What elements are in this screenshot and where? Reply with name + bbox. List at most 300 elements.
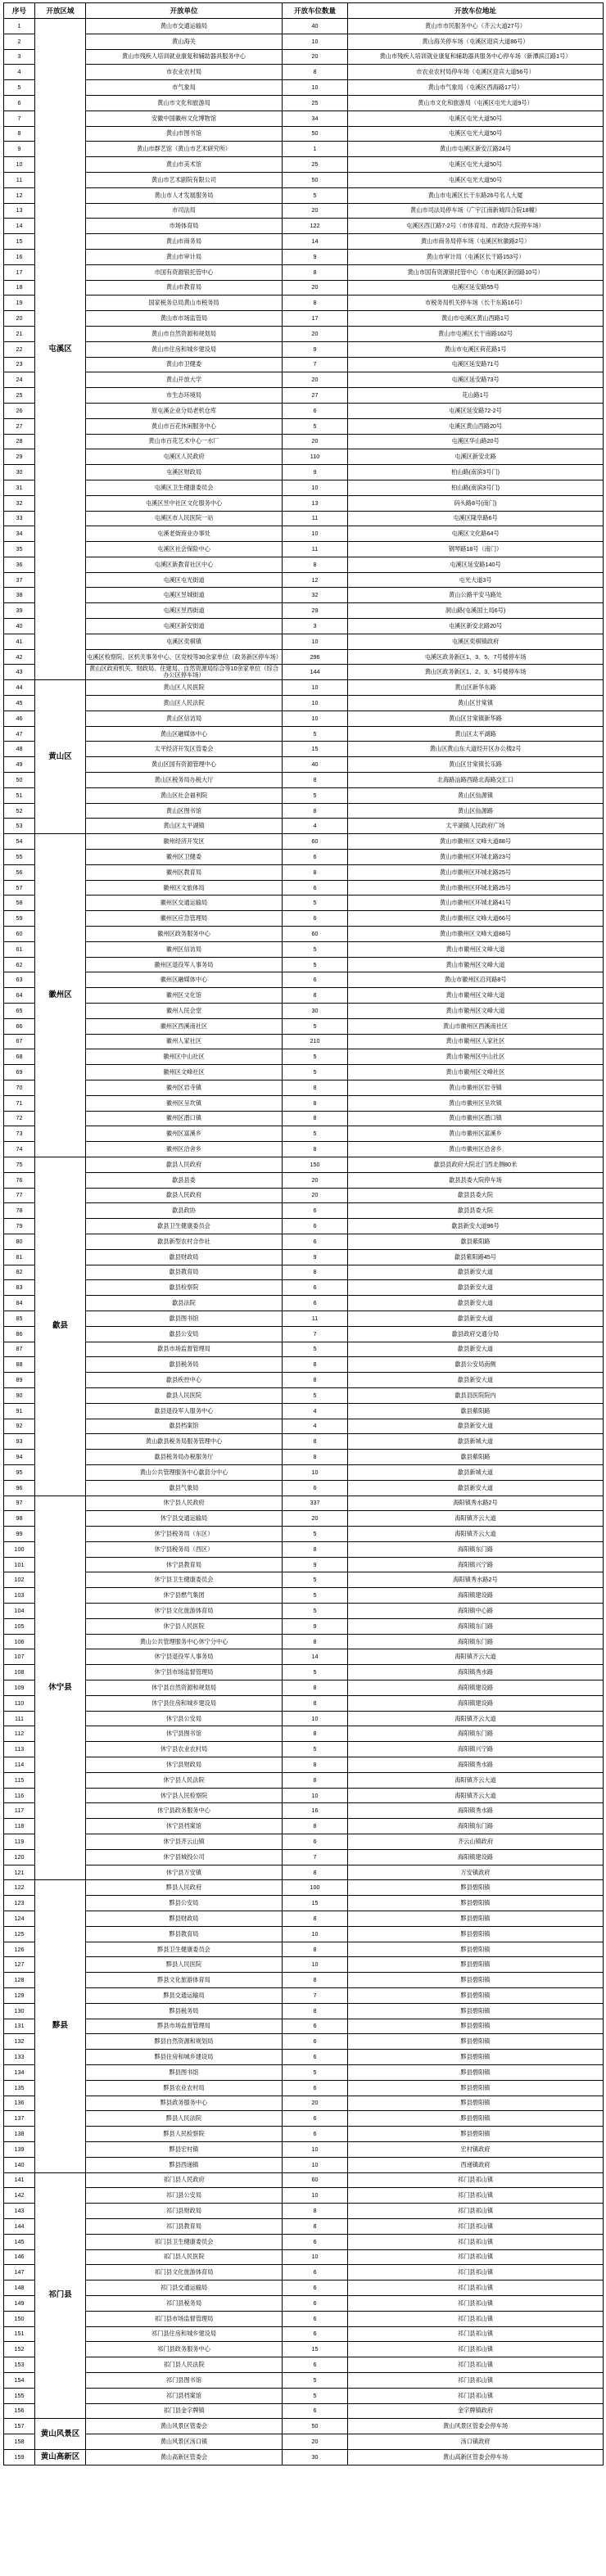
row-unit: 歙县法院 xyxy=(86,1296,283,1311)
table-row xyxy=(4,2096,604,2111)
table-row xyxy=(4,1265,604,1280)
row-address: 黟县碧阳镇 xyxy=(348,1942,604,1957)
row-index: 104 xyxy=(4,1604,35,1619)
row-address: 祁门县祁山镇 xyxy=(348,2326,604,2342)
row-index: 119 xyxy=(4,1834,35,1850)
table-row xyxy=(4,264,604,280)
row-count: 150 xyxy=(283,1157,348,1172)
row-count: 11 xyxy=(283,511,348,526)
row-unit: 歙县县委 xyxy=(86,1172,283,1188)
row-address: 黄山市屯溪区新安江路24号 xyxy=(348,142,604,157)
row-count: 3 xyxy=(283,619,348,634)
row-count: 10 xyxy=(283,2141,348,2157)
row-address: 码头路8号(南门) xyxy=(348,495,604,511)
row-count: 210 xyxy=(283,1034,348,1049)
row-unit: 祁门县公安局 xyxy=(86,2188,283,2204)
table-row xyxy=(4,1357,604,1373)
row-unit: 祁门县图书馆 xyxy=(86,2372,283,2388)
table-row xyxy=(4,1326,604,1342)
row-unit: 休宁县人民法院 xyxy=(86,1772,283,1788)
table-row xyxy=(4,1541,604,1557)
row-count: 10 xyxy=(283,34,348,49)
table-row xyxy=(4,2003,604,2019)
row-unit: 祁门县交通运输局 xyxy=(86,2281,283,2296)
row-count: 6 xyxy=(283,2265,348,2281)
row-count: 8 xyxy=(283,1911,348,1927)
row-unit: 太平经济开发区管委会 xyxy=(86,742,283,757)
row-address: 黄山区甘棠镇长乐路 xyxy=(348,757,604,773)
row-address: 屯溪区屯光大道50号 xyxy=(348,111,604,126)
parking-table xyxy=(3,2,604,2465)
row-unit: 休宁县交通运输局 xyxy=(86,1511,283,1527)
row-count: 5 xyxy=(283,1049,348,1065)
row-count: 60 xyxy=(283,2172,348,2188)
table-row xyxy=(4,1557,604,1572)
table-row xyxy=(4,1249,604,1265)
row-unit: 休宁县齐云山镇 xyxy=(86,1834,283,1850)
row-index: 32 xyxy=(4,495,35,511)
table-row xyxy=(4,1172,604,1188)
table-row xyxy=(4,1865,604,1880)
row-unit: 休宁县文化旅游体育局 xyxy=(86,1604,283,1619)
row-address: 钢琴路18号（南门） xyxy=(348,542,604,557)
row-address: 齐云山镇政府 xyxy=(348,1834,604,1850)
row-count: 8 xyxy=(283,295,348,311)
row-index: 86 xyxy=(4,1326,35,1342)
row-count: 6 xyxy=(283,2034,348,2050)
row-unit: 休宁县公安局 xyxy=(86,1711,283,1726)
region-cell: 祁门县 xyxy=(35,2172,86,2419)
table-row xyxy=(4,2080,604,2096)
row-index: 53 xyxy=(4,819,35,834)
region-cell: 黄山风景区 xyxy=(35,2419,86,2450)
row-index: 31 xyxy=(4,480,35,495)
row-index: 149 xyxy=(4,2295,35,2311)
table-row xyxy=(4,1695,604,1711)
region-cell: 歙县 xyxy=(35,1157,86,1496)
row-count: 15 xyxy=(283,742,348,757)
row-index: 9 xyxy=(4,142,35,157)
row-count: 4 xyxy=(283,1403,348,1419)
row-index: 30 xyxy=(4,465,35,480)
row-index: 108 xyxy=(4,1665,35,1680)
row-unit: 休宁县人民检察院 xyxy=(86,1788,283,1803)
row-count: 8 xyxy=(283,1819,348,1834)
row-address: 祁门县祁山镇 xyxy=(348,2218,604,2234)
row-index: 35 xyxy=(4,542,35,557)
row-count: 30 xyxy=(283,1004,348,1019)
row-index: 43 xyxy=(4,665,35,680)
row-address: 屯溪区延安路73号 xyxy=(348,372,604,388)
table-row xyxy=(4,1219,604,1234)
table-row xyxy=(4,2204,604,2219)
row-unit: 黄山市商务局 xyxy=(86,234,283,250)
row-address: 歙县政府交通分局 xyxy=(348,1326,604,1342)
row-unit: 歙县人民政府 xyxy=(86,1157,283,1172)
table-row xyxy=(4,2111,604,2127)
table-row xyxy=(4,1680,604,1696)
row-address: 洞山路(屯溪国土局6号) xyxy=(348,603,604,619)
table-row xyxy=(4,1665,604,1680)
row-index: 107 xyxy=(4,1649,35,1665)
row-count: 27 xyxy=(283,388,348,404)
table-row xyxy=(4,295,604,311)
row-unit: 市场体育局 xyxy=(86,219,283,234)
row-index: 3 xyxy=(4,49,35,65)
table-row xyxy=(4,1803,604,1819)
row-unit: 休宁县燃气集团 xyxy=(86,1588,283,1604)
table-row xyxy=(4,357,604,372)
table-row xyxy=(4,280,604,295)
row-address: 黄山市徽州区富溪乡 xyxy=(348,1126,604,1142)
row-count: 6 xyxy=(283,972,348,988)
row-address: 祁门县祁山镇 xyxy=(348,2311,604,2326)
row-address: 歙县紫阳路 xyxy=(348,1234,604,1249)
row-count: 10 xyxy=(283,1957,348,1973)
table-row xyxy=(4,1296,604,1311)
row-address: 黟县碧阳镇 xyxy=(348,2127,604,2142)
table-row xyxy=(4,1280,604,1296)
table-row xyxy=(4,1957,604,1973)
row-unit: 徽州区应急管理局 xyxy=(86,911,283,927)
row-address: 海阳镇齐云大道 xyxy=(348,1788,604,1803)
row-count: 8 xyxy=(283,1095,348,1111)
row-index: 88 xyxy=(4,1357,35,1373)
table-row xyxy=(4,142,604,157)
row-index: 23 xyxy=(4,357,35,372)
row-address: 屯溪区屯光大道50号 xyxy=(348,172,604,187)
row-unit: 祁门县档案馆 xyxy=(86,2388,283,2403)
table-row xyxy=(4,495,604,511)
row-address: 海阳镇秀水路 xyxy=(348,1803,604,1819)
header-address: 开放车位地址 xyxy=(348,3,604,19)
row-index: 142 xyxy=(4,2188,35,2204)
row-address: 黄山市市民服务中心（齐云大道27号） xyxy=(348,19,604,34)
table-row xyxy=(4,1618,604,1634)
row-address: 万安镇政府 xyxy=(348,1865,604,1880)
row-count: 8 xyxy=(283,1373,348,1388)
region-cell: 屯溪区 xyxy=(35,19,86,680)
row-unit: 屯溪区昱中社区文化服务中心 xyxy=(86,495,283,511)
row-unit: 歙县财政局 xyxy=(86,1249,283,1265)
row-address: 歙县新安大道 xyxy=(348,1419,604,1434)
row-unit: 黄山市住房和城乡建设局 xyxy=(86,341,283,357)
row-count: 9 xyxy=(283,1618,348,1634)
row-address: 祁门县祁山镇 xyxy=(348,2172,604,2188)
row-address: 歙县新安大道 xyxy=(348,1342,604,1357)
row-unit: 黟县人民法院 xyxy=(86,2111,283,2127)
row-count: 5 xyxy=(283,1065,348,1080)
table-row xyxy=(4,1726,604,1742)
row-address: 歙县县委大院 xyxy=(348,1203,604,1219)
row-index: 62 xyxy=(4,957,35,972)
row-address: 黄山市徽州区文峰大道 xyxy=(348,941,604,957)
row-unit: 黄山公共管理服务中心休宁分中心 xyxy=(86,1634,283,1649)
table-row xyxy=(4,787,604,803)
row-index: 152 xyxy=(4,2342,35,2357)
row-unit: 黄山区信访局 xyxy=(86,711,283,726)
row-address: 歙县县医院院内 xyxy=(348,1387,604,1403)
table-row xyxy=(4,1095,604,1111)
row-count: 25 xyxy=(283,95,348,111)
row-unit: 徽州经济开发区 xyxy=(86,834,283,850)
row-address: 黄山市屯溪区黄山西路1号 xyxy=(348,311,604,327)
table-row xyxy=(4,588,604,603)
row-count: 5 xyxy=(283,896,348,911)
row-unit: 祁门县金字牌镇 xyxy=(86,2403,283,2419)
row-count: 8 xyxy=(283,2003,348,2019)
row-index: 120 xyxy=(4,1849,35,1865)
table-row xyxy=(4,1588,604,1604)
row-count: 20 xyxy=(283,1172,348,1188)
table-row xyxy=(4,2357,604,2373)
row-unit: 徽州区文化馆 xyxy=(86,988,283,1004)
region-cell: 黟县 xyxy=(35,1880,86,2172)
row-index: 133 xyxy=(4,2050,35,2065)
table-row xyxy=(4,665,604,680)
table-row xyxy=(4,1496,604,1511)
table-row xyxy=(4,1142,604,1157)
table-row xyxy=(4,2388,604,2403)
row-count: 9 xyxy=(283,341,348,357)
row-address: 黄山市徽州区文峰大道 xyxy=(348,957,604,972)
row-count: 10 xyxy=(283,711,348,726)
row-unit: 祁门县教育局 xyxy=(86,2218,283,2234)
table-row xyxy=(4,972,604,988)
row-index: 55 xyxy=(4,850,35,865)
row-unit: 黟县政务服务中心 xyxy=(86,2096,283,2111)
row-index: 153 xyxy=(4,2357,35,2373)
row-count: 9 xyxy=(283,465,348,480)
row-index: 13 xyxy=(4,203,35,219)
table-row xyxy=(4,2449,604,2465)
row-index: 5 xyxy=(4,80,35,96)
row-unit: 黄山市自然资源和规划局 xyxy=(86,326,283,341)
row-address: 海阳镇齐云大道 xyxy=(348,1772,604,1788)
table-row xyxy=(4,988,604,1004)
row-index: 102 xyxy=(4,1572,35,1588)
row-count: 6 xyxy=(283,2127,348,2142)
row-count: 5 xyxy=(283,1527,348,1542)
table-row xyxy=(4,2419,604,2434)
table-row xyxy=(4,1973,604,1988)
table-row xyxy=(4,1049,604,1065)
row-address: 祁门县祁山镇 xyxy=(348,2281,604,2296)
row-unit: 黄山区人民医院 xyxy=(86,680,283,696)
row-unit: 徽州区交通运输局 xyxy=(86,896,283,911)
row-count: 8 xyxy=(283,1634,348,1649)
table-row xyxy=(4,111,604,126)
region-cell: 徽州区 xyxy=(35,834,86,1157)
row-count: 10 xyxy=(283,1788,348,1803)
row-count: 6 xyxy=(283,880,348,896)
row-index: 158 xyxy=(4,2434,35,2450)
row-address: 黟县碧阳镇 xyxy=(348,1957,604,1973)
row-count: 6 xyxy=(283,1219,348,1234)
row-index: 151 xyxy=(4,2326,35,2342)
row-index: 36 xyxy=(4,557,35,572)
row-address: 黟县碧阳镇 xyxy=(348,2019,604,2034)
table-row xyxy=(4,219,604,234)
row-count: 50 xyxy=(283,126,348,142)
row-unit: 黄山市人才发展服务局 xyxy=(86,187,283,203)
header-count: 开放车位数量 xyxy=(283,3,348,19)
row-unit: 原屯溪企业分局老机仓库 xyxy=(86,403,283,418)
table-row xyxy=(4,1373,604,1388)
row-count: 20 xyxy=(283,1188,348,1203)
row-unit: 黄山歙县税务局服务管理中心 xyxy=(86,1434,283,1450)
row-index: 140 xyxy=(4,2157,35,2172)
table-row xyxy=(4,1004,604,1019)
row-index: 40 xyxy=(4,619,35,634)
row-count: 14 xyxy=(283,234,348,250)
row-index: 20 xyxy=(4,311,35,327)
row-address: 黄山市徽州区环城北路41号 xyxy=(348,896,604,911)
row-address: 金字牌镇政府 xyxy=(348,2403,604,2419)
row-address: 屯溪区屯光大道50号 xyxy=(348,157,604,173)
row-index: 10 xyxy=(4,157,35,173)
row-index: 61 xyxy=(4,941,35,957)
row-unit: 徽州区富溪乡 xyxy=(86,1126,283,1142)
row-unit: 歙县疾控中心 xyxy=(86,1373,283,1388)
row-unit: 黄山市百花艺术中心一水厂 xyxy=(86,434,283,449)
row-address: 黄山市徽州区文峰大道88号 xyxy=(348,834,604,850)
row-unit: 黄山区融媒体中心 xyxy=(86,726,283,742)
row-unit: 市国有资源银托管中心 xyxy=(86,264,283,280)
row-count: 10 xyxy=(283,2249,348,2265)
row-index: 67 xyxy=(4,1034,35,1049)
row-address: 歙县新城大道 xyxy=(348,1464,604,1480)
row-address: 黄山区甘棠镇 xyxy=(348,696,604,711)
row-index: 112 xyxy=(4,1726,35,1742)
row-count: 40 xyxy=(283,19,348,34)
row-address: 祁门县祁山镇 xyxy=(348,2372,604,2388)
row-index: 91 xyxy=(4,1403,35,1419)
row-index: 146 xyxy=(4,2249,35,2265)
row-unit: 休宁县税务局（西区） xyxy=(86,1541,283,1557)
row-address: 海阳镇秀水路2号 xyxy=(348,1496,604,1511)
table-row xyxy=(4,187,604,203)
row-unit: 徽州区融媒体中心 xyxy=(86,972,283,988)
row-count: 5 xyxy=(283,1604,348,1619)
table-row xyxy=(4,341,604,357)
table-row xyxy=(4,619,604,634)
row-unit: 歙县图书馆 xyxy=(86,1311,283,1326)
row-index: 39 xyxy=(4,603,35,619)
row-index: 50 xyxy=(4,773,35,788)
row-address: 祁门县祁山镇 xyxy=(348,2188,604,2204)
row-index: 45 xyxy=(4,696,35,711)
row-count: 7 xyxy=(283,1988,348,2004)
table-row xyxy=(4,2281,604,2296)
row-index: 26 xyxy=(4,403,35,418)
table-row xyxy=(4,711,604,726)
row-address: 祁门县祁山镇 xyxy=(348,2357,604,2373)
table-row xyxy=(4,172,604,187)
row-count: 5 xyxy=(283,957,348,972)
row-address: 黄山市徽州区环城北路23号 xyxy=(348,850,604,865)
row-index: 113 xyxy=(4,1742,35,1757)
row-index: 16 xyxy=(4,249,35,264)
row-address: 黄山区仙源镇 xyxy=(348,787,604,803)
row-unit: 黄山高新区管委会 xyxy=(86,2449,283,2465)
row-index: 48 xyxy=(4,742,35,757)
row-address: 市农业农村局停车场（屯溪区迎宾大道56号） xyxy=(348,65,604,80)
table-row xyxy=(4,1234,604,1249)
row-index: 126 xyxy=(4,1942,35,1957)
row-unit: 祁门县市场监督管理局 xyxy=(86,2311,283,2326)
row-count: 11 xyxy=(283,542,348,557)
row-count: 8 xyxy=(283,557,348,572)
row-address: 屯溪区隆阜路6号 xyxy=(348,511,604,526)
row-address: 黄山市徽州区环城北路25号 xyxy=(348,864,604,880)
row-count: 8 xyxy=(283,1111,348,1126)
row-index: 111 xyxy=(4,1711,35,1726)
row-count: 337 xyxy=(283,1496,348,1511)
row-unit: 休宁县住房和城乡建设局 xyxy=(86,1695,283,1711)
row-count: 6 xyxy=(283,2326,348,2342)
row-address: 海阳镇齐云大道 xyxy=(348,1511,604,1527)
table-row xyxy=(4,2342,604,2357)
row-unit: 黄山市教育局 xyxy=(86,280,283,295)
table-row xyxy=(4,2326,604,2342)
row-unit: 徽州区文旅体局 xyxy=(86,880,283,896)
row-unit: 休宁县城投公司 xyxy=(86,1849,283,1865)
row-count: 7 xyxy=(283,357,348,372)
row-address: 海阳镇兴宁路 xyxy=(348,1742,604,1757)
row-address: 黄山市徽州区人家社区 xyxy=(348,1034,604,1049)
row-unit: 休宁县教育局 xyxy=(86,1557,283,1572)
header-area: 开放区域 xyxy=(35,3,86,19)
row-address: 海阳镇秀水路2号 xyxy=(348,1572,604,1588)
row-index: 15 xyxy=(4,234,35,250)
table-row xyxy=(4,1634,604,1649)
table-row xyxy=(4,326,604,341)
row-index: 138 xyxy=(4,2127,35,2142)
row-unit: 屯溪老街商业办事处 xyxy=(86,526,283,542)
row-index: 96 xyxy=(4,1480,35,1496)
row-count: 10 xyxy=(283,1926,348,1942)
row-unit: 黟县财政局 xyxy=(86,1911,283,1927)
row-count: 17 xyxy=(283,311,348,327)
row-unit: 歙县税务局办税服务厅 xyxy=(86,1450,283,1465)
row-count: 13 xyxy=(283,495,348,511)
row-unit: 徽州区信访局 xyxy=(86,941,283,957)
row-index: 79 xyxy=(4,1219,35,1234)
table-row xyxy=(4,1849,604,1865)
row-index: 100 xyxy=(4,1541,35,1557)
row-index: 64 xyxy=(4,988,35,1004)
table-row xyxy=(4,1880,604,1896)
row-address: 屯溪区新安北路20号 xyxy=(348,619,604,634)
table-row xyxy=(4,1157,604,1172)
row-address: 海阳镇齐云大道 xyxy=(348,1711,604,1726)
row-unit: 市农业农村局 xyxy=(86,65,283,80)
row-count: 8 xyxy=(283,1726,348,1742)
row-count: 12 xyxy=(283,572,348,588)
row-index: 156 xyxy=(4,2403,35,2419)
row-address: 花山路1号 xyxy=(348,388,604,404)
row-address: 黟县碧阳镇 xyxy=(348,1896,604,1911)
row-count: 8 xyxy=(283,1434,348,1450)
table-row xyxy=(4,388,604,404)
row-index: 116 xyxy=(4,1788,35,1803)
row-count: 8 xyxy=(283,1357,348,1373)
table-row xyxy=(4,1604,604,1619)
table-row xyxy=(4,1065,604,1080)
row-index: 101 xyxy=(4,1557,35,1572)
row-index: 25 xyxy=(4,388,35,404)
